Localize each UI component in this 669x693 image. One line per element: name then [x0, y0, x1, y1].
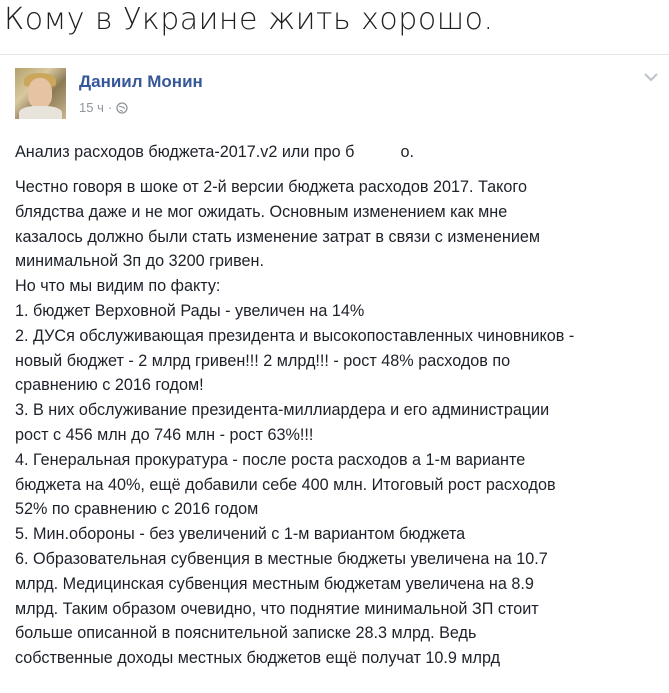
author-name-link[interactable]: Даниил Монин	[79, 72, 203, 91]
globe-icon[interactable]	[116, 102, 128, 114]
post-title-tail: о.	[400, 143, 414, 161]
post-line: казалось должно были стать изменение затрат в связи с изменением	[15, 227, 540, 246]
post-line: больше описанной в пояснительной записке 28.3 млрд. Ведь	[15, 624, 477, 643]
post-line: собственные доходы местных бюджетов ещё получат 10.9 млрд	[15, 649, 501, 668]
post-timestamp[interactable]: 15 ч	[79, 100, 104, 115]
post-line: 1. бюджет Верховной Рады - увеличен на 14%	[15, 301, 365, 320]
avatar[interactable]	[15, 68, 66, 119]
post-line: новый бюджет - 2 млрд гривен!!! 2 млрд!!! - рост 48% расходов по	[15, 351, 511, 370]
divider	[0, 54, 669, 55]
post-line: млрд. Таким образом очевидно, что поднятие минимальной ЗП стоит	[15, 599, 539, 618]
post-meta	[79, 100, 128, 115]
post-line: млрд. Медицинская субвенция местным бюджетам увеличена на 8.9	[15, 574, 534, 593]
post-line: блядства даже и не мог ожидать. Основным изменением как мне	[15, 202, 508, 221]
post-line: минимальной Зп до 3200 гривен.	[15, 252, 264, 271]
post-line: 4. Генеральная прокуратура - после роста расходов а 1-м варианте	[15, 450, 526, 469]
post-title-text: Анализ расходов бюджета-2017.v2 или про б	[15, 143, 355, 161]
facebook-post	[0, 54, 669, 693]
post-line: 5. Мин.обороны - без увеличений с 1-м вариантом бюджета	[15, 525, 466, 544]
post-line: 6. Образовательная субвенция в местные бюджеты увеличена на 10.7	[15, 549, 548, 568]
post-line: Но что мы видим по факту:	[15, 277, 221, 296]
meta-separator: ·	[107, 100, 113, 115]
post-line: 52% по сравнению с 2016 годом	[15, 500, 259, 519]
post-line: 2. ДУСя обслуживающая президента и высокопоставленных чиновников -	[15, 326, 575, 345]
chevron-down-icon[interactable]	[644, 72, 658, 82]
post-line: Честно говоря в шоке от 2-й версии бюджета расходов 2017. Такого	[15, 178, 527, 196]
post-line: рост с 456 млн до 746 млн - рост 63%!!!	[15, 425, 314, 444]
post-line: бюджета на 40%, ещё добавили себе 400 млн. Итоговый рост расходов	[15, 475, 556, 494]
post-line: сравнению с 2016 годом!	[15, 376, 204, 395]
post-text	[15, 175, 663, 671]
page-headline: Кому в Украине жить хорошо.	[4, 2, 494, 37]
post-title	[15, 140, 414, 164]
post-line: 3. В них обслуживание президента-миллиардера и его администрации	[15, 401, 550, 420]
